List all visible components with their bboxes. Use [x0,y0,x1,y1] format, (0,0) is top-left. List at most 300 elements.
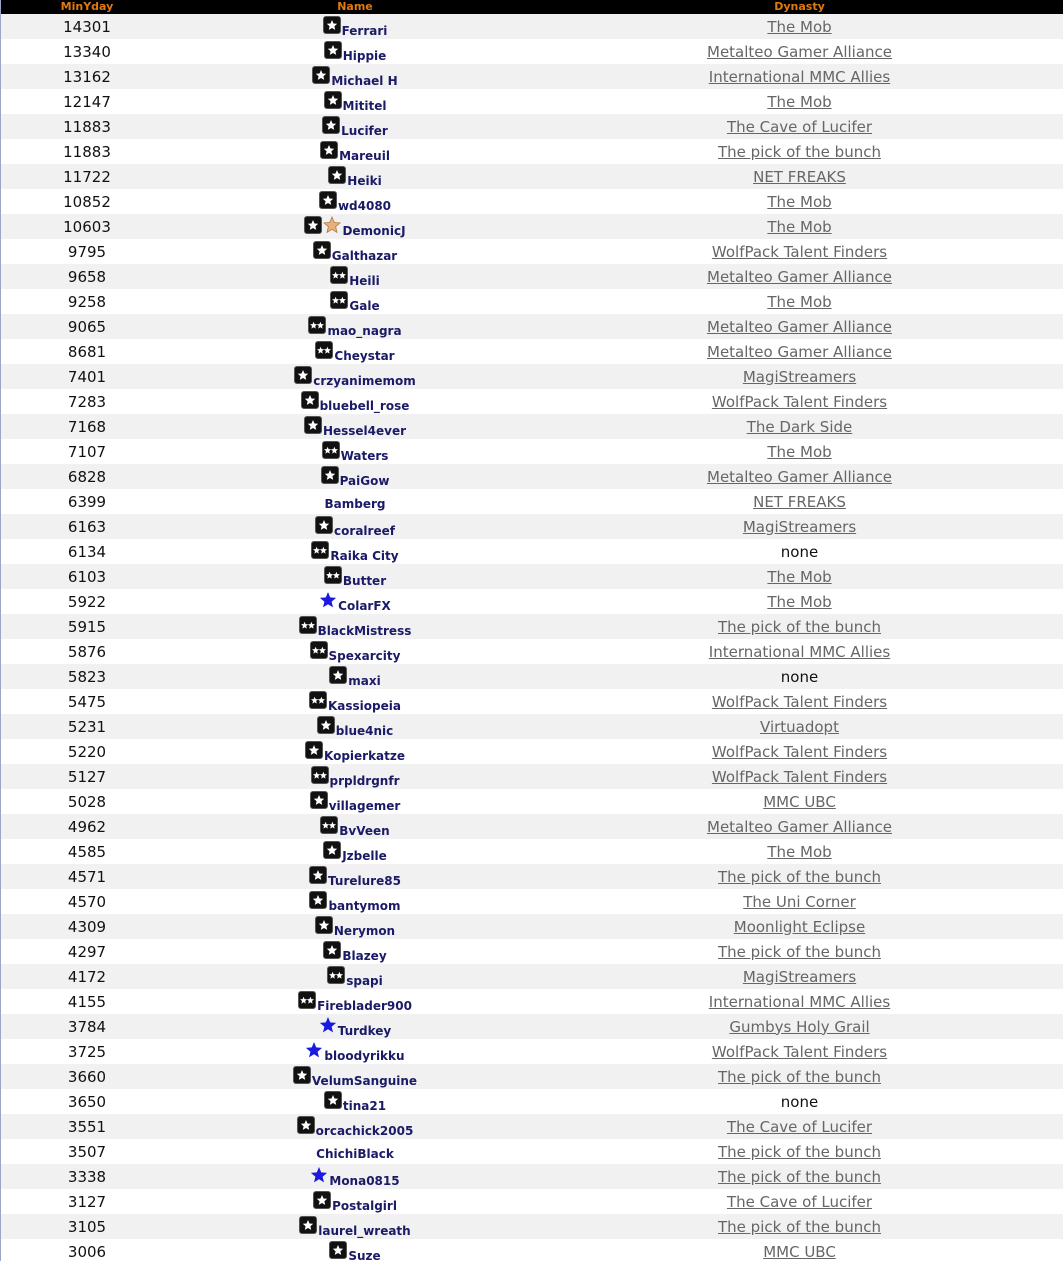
dark-badge-icon [320,141,338,159]
table-row [0,239,1063,264]
dynasty-link[interactable]: The pick of the bunch [718,1067,881,1086]
minyday-cell: 5876 [67,642,107,661]
minyday-cell: 8681 [67,342,107,361]
dynasty-link[interactable]: The Cave of Lucifer [726,1117,873,1136]
table-row [0,14,1063,39]
player-name-link[interactable]: Turelure85 [328,873,401,888]
badge-group [304,416,323,434]
dark-badge-icon [329,666,347,684]
table-row [0,489,1063,514]
badge-group [323,16,342,34]
dark-double-badge-icon [327,966,345,984]
minyday-cell: 4585 [67,842,107,861]
minyday-cell: 6103 [67,567,107,586]
dynasty-cell [536,439,1063,464]
dynasty-cell [536,889,1063,914]
dynasty-link[interactable]: The Uni Corner [743,892,856,911]
table-row [0,139,1063,164]
player-name-link[interactable]: orcachick2005 [315,1123,414,1138]
badge-group [312,66,331,84]
name-cell [174,989,536,1014]
minyday-cell: 10852 [63,192,111,211]
column-header-dynasty[interactable]: Dynasty [774,0,825,13]
player-name-link[interactable]: DemonicJ [342,223,406,238]
dynasty-cell [536,489,1063,514]
table-row [0,439,1063,464]
player-name-link[interactable]: Gale [349,298,380,313]
minyday-cell: 3006 [67,1242,107,1261]
badge-group [324,41,343,59]
table-row [0,339,1063,364]
badge-group [309,691,328,709]
dark-double-badge-icon [330,266,348,284]
dynasty-link[interactable]: The pick of the bunch [718,1142,881,1161]
table-row [0,689,1063,714]
minyday-cell: 7283 [67,392,107,411]
name-cell [174,339,536,364]
dynasty-link[interactable]: The Mob [767,842,832,861]
name-cell [174,164,536,189]
table-row [0,914,1063,939]
dark-badge-icon [323,16,341,34]
dynasty-link[interactable]: WolfPack Talent Finders [711,242,888,261]
dark-double-badge-icon [308,316,326,334]
minyday-cell: 3660 [67,1067,107,1086]
table-row [0,939,1063,964]
table-row [0,539,1063,564]
dynasty-cell [536,814,1063,839]
dynasty-cell [536,314,1063,339]
player-name-link[interactable]: Galthazar [331,248,398,263]
table-row [0,839,1063,864]
dynasty-link[interactable]: Metalteo Gamer Alliance [707,267,892,286]
player-name-link[interactable]: Hippie [342,48,387,63]
dynasty-link[interactable]: WolfPack Talent Finders [711,392,888,411]
dark-badge-icon [312,66,330,84]
player-name-link[interactable]: Lucifer [341,123,388,138]
player-name-link[interactable]: Waters [340,448,389,463]
minyday-cell: 13340 [63,42,111,61]
name-cell [174,589,536,614]
dynasty-link[interactable]: MMC UBC [763,1242,836,1261]
dynasty-link[interactable]: Metalteo Gamer Alliance [707,42,892,61]
player-name-link[interactable]: Blazey [342,948,387,963]
table-row [0,1214,1063,1239]
dynasty-link[interactable]: WolfPack Talent Finders [711,742,888,761]
badge-group [320,816,339,834]
badge-group [313,1191,332,1209]
badge-group [319,591,338,609]
dynasty-cell [536,1164,1063,1189]
name-cell [174,964,536,989]
badge-group [311,541,330,559]
player-name-link[interactable]: Raika City [330,548,399,563]
player-name-link[interactable]: bluebell_rose [319,398,410,413]
player-name-link[interactable]: Jzbelle [342,848,387,863]
dynasty-link[interactable]: MagiStreamers [742,967,857,986]
table-row [0,39,1063,64]
name-cell [174,1064,536,1089]
name-cell [174,139,536,164]
dynasty-cell [536,739,1063,764]
dynasty-cell [536,714,1063,739]
player-name-link[interactable]: crzyanimemom [313,373,416,388]
name-cell [174,1039,536,1064]
name-cell [174,564,536,589]
minyday-cell: 7107 [67,442,107,461]
dark-double-badge-icon [330,291,348,309]
dynasty-link[interactable]: Gumbys Holy Grail [729,1017,870,1036]
player-name-link[interactable]: wd4080 [337,198,392,213]
badge-group [313,241,332,259]
table-row [0,514,1063,539]
dark-badge-icon [328,166,346,184]
player-name-link[interactable]: Mititel [342,98,387,113]
player-name-link[interactable]: Nerymon [333,923,396,938]
badge-group [305,1041,324,1059]
dynasty-link[interactable]: MMC UBC [763,792,836,811]
minyday-cell: 5127 [67,767,107,786]
minyday-cell: 9065 [67,317,107,336]
dynasty-cell [536,1239,1063,1264]
minyday-cell: 4571 [67,867,107,886]
dark-badge-icon [324,41,342,59]
dark-double-badge-icon [298,991,316,1009]
table-row [0,64,1063,89]
player-name-link[interactable]: Turdkey [337,1023,392,1038]
badge-group [319,1016,338,1034]
player-name-link[interactable]: Kopierkatze [323,748,406,763]
minyday-cell: 3338 [67,1167,107,1186]
dark-badge-icon [313,1191,331,1209]
name-cell [174,914,536,939]
badge-group [322,116,341,134]
badge-group [330,266,349,284]
name-cell [174,739,536,764]
player-name-link[interactable]: PaiGow [339,473,390,488]
player-name-link[interactable]: Kassiopeia [328,698,401,713]
badge-group [324,1091,343,1109]
name-cell [174,839,536,864]
dynasty-link[interactable]: The Mob [767,592,832,611]
dynasty-link[interactable]: MagiStreamers [742,517,857,536]
badge-group [301,391,320,409]
minyday-cell: 9658 [67,267,107,286]
dynasty-link[interactable]: The Mob [767,217,832,236]
player-name-link[interactable]: mao_nagra [327,323,402,338]
dynasty-link[interactable]: The Cave of Lucifer [726,1192,873,1211]
player-name-link[interactable]: Fireblader900 [317,998,412,1013]
minyday-cell: 5915 [67,617,107,636]
player-name-link[interactable]: Spexarcity [328,648,401,663]
player-name-link[interactable]: bantymom [328,898,401,913]
minyday-cell: 13162 [63,67,111,86]
dynasty-cell [536,614,1063,639]
table-row [0,264,1063,289]
badge-group [327,966,346,984]
dynasty-link[interactable]: Metalteo Gamer Alliance [707,342,892,361]
name-cell [174,1014,536,1039]
table-row [0,814,1063,839]
dark-badge-icon [294,366,312,384]
player-name-link[interactable]: coralreef [334,523,395,538]
minyday-cell: 11722 [63,167,111,186]
player-name-link[interactable]: BlackMistress [317,623,412,638]
dynasty-link[interactable]: The pick of the bunch [718,142,881,161]
table-header [0,0,1063,14]
dynasty-cell [536,1064,1063,1089]
player-name-link[interactable]: prpldrgnfr [329,773,400,788]
player-name-link[interactable]: Michael H [331,73,398,88]
badge-group [315,516,334,534]
dynasty-cell [536,514,1063,539]
minyday-cell: 5823 [67,667,107,686]
player-name-link[interactable]: Heili [349,273,380,288]
player-name-link[interactable]: laurel_wreath [318,1223,411,1238]
badge-group [315,916,334,934]
dark-badge-icon [315,516,333,534]
minyday-cell: 7168 [67,417,107,436]
dynasty-cell [536,839,1063,864]
dynasty-link[interactable]: The Mob [767,292,832,311]
player-name-link[interactable]: VelumSanguine [311,1073,418,1088]
name-cell [174,14,536,39]
dynasty-link[interactable]: NET FREAKS [753,492,846,511]
dynasty-cell [536,564,1063,589]
table-row [0,1139,1063,1164]
dynasty-cell [536,689,1063,714]
dynasty-link[interactable]: The pick of the bunch [718,1167,881,1186]
dynasty-link[interactable]: The Mob [767,17,832,36]
dynasty-cell [536,639,1063,664]
minyday-cell: 6163 [67,517,107,536]
dark-badge-icon [304,416,322,434]
name-cell [174,1139,536,1164]
minyday-cell: 4172 [67,967,107,986]
player-name-link[interactable]: ChichiBlack [316,1146,394,1161]
player-name-link[interactable]: Suze [348,1248,381,1263]
dynasty-link[interactable]: The Mob [767,567,832,586]
dynasty-link[interactable]: Metalteo Gamer Alliance [707,317,892,336]
player-name-link[interactable]: Bamberg [324,496,386,511]
dynasty-link[interactable]: WolfPack Talent Finders [711,692,888,711]
table-row [0,714,1063,739]
dynasty-cell [536,264,1063,289]
name-cell [174,114,536,139]
dynasty-link[interactable]: The Mob [767,92,832,111]
badge-group [329,1241,348,1259]
dynasty-link[interactable]: International MMC Allies [708,992,891,1011]
badge-group [294,366,313,384]
dynasty-cell [536,989,1063,1014]
dark-badge-icon [323,941,341,959]
dark-double-badge-icon [324,566,342,584]
minyday-cell: 10603 [63,217,111,236]
name-cell [174,264,536,289]
table-row [0,389,1063,414]
dark-double-badge-icon [299,616,317,634]
dark-badge-icon [304,216,322,234]
badge-group [319,191,338,209]
badge-group [310,1166,329,1184]
name-cell [174,889,536,914]
table-row [0,1239,1063,1264]
badge-group [310,641,329,659]
name-cell [174,1164,536,1189]
minyday-cell: 4155 [67,992,107,1011]
minyday-cell: 3725 [67,1042,107,1061]
dynasty-link[interactable]: The pick of the bunch [718,942,881,961]
dynasty-link[interactable]: The Mob [767,442,832,461]
badge-group [322,441,341,459]
badge-group [329,666,348,684]
minyday-cell: 3551 [67,1117,107,1136]
minyday-cell: 5028 [67,792,107,811]
player-name-link[interactable]: maxi [348,673,381,688]
minyday-cell: 4962 [67,817,107,836]
dynasty-link[interactable]: Metalteo Gamer Alliance [707,467,892,486]
table-row [0,1014,1063,1039]
minyday-cell: 7401 [67,367,107,386]
dynasty-link[interactable]: WolfPack Talent Finders [711,767,888,786]
dark-double-badge-icon [315,341,333,359]
name-cell [174,64,536,89]
dynasty-link[interactable]: The Dark Side [746,417,853,436]
minyday-cell: 4570 [67,892,107,911]
player-name-link[interactable]: Cheystar [334,348,395,363]
table-row [0,739,1063,764]
player-name-link[interactable]: BvVeen [339,823,390,838]
minyday-cell: 3127 [67,1192,107,1211]
player-name-link[interactable]: Heiki [347,173,382,188]
player-name-link[interactable]: ColarFX [338,598,391,613]
player-name-link[interactable]: Hessel4ever [322,423,407,438]
header-row [0,0,1063,14]
dynasty-link[interactable]: MagiStreamers [742,367,857,386]
player-name-link[interactable]: Postalgirl [332,1198,397,1213]
player-name-link[interactable]: Mona0815 [329,1173,400,1188]
dynasty-link[interactable]: Virtuadopt [760,717,839,736]
dynasty-link[interactable]: International MMC Allies [708,642,891,661]
dark-badge-icon [319,191,337,209]
name-cell [174,489,536,514]
badge-group [323,941,342,959]
blue-star-icon [319,591,337,609]
player-name-link[interactable]: villagemer [328,798,401,813]
dark-badge-icon [317,716,335,734]
name-cell [174,439,536,464]
dynasty-cell [536,914,1063,939]
badge-group [320,141,339,159]
dynasty-link[interactable]: The Cave of Lucifer [726,117,873,136]
player-name-link[interactable]: Ferrari [341,23,388,38]
dynasty-cell [536,964,1063,989]
dynasty-cell [536,64,1063,89]
table-row [0,1114,1063,1139]
badge-group [299,1216,318,1234]
dynasty-link[interactable]: The Mob [767,192,832,211]
name-cell [174,614,536,639]
name-cell [174,864,536,889]
dark-badge-icon [297,1116,315,1134]
dynasty-link[interactable]: WolfPack Talent Finders [711,1042,888,1061]
column-header-minyday[interactable]: MinYday [60,0,114,13]
badge-group [298,991,317,1009]
page-left-edge [0,0,1,1261]
dynasty-cell [536,139,1063,164]
player-name-link[interactable]: Mareuil [339,148,390,163]
table-row [0,564,1063,589]
dark-double-badge-icon [310,641,328,659]
dynasty-cell [536,864,1063,889]
name-cell [174,39,536,64]
badge-group [305,741,324,759]
dark-badge-icon [313,241,331,259]
player-name-link[interactable]: blue4nic [335,723,394,738]
column-header-name[interactable]: Name [337,0,373,13]
dark-badge-icon [305,741,323,759]
badge-group [324,566,343,584]
table-row [0,664,1063,689]
dynasty-link[interactable]: International MMC Allies [708,67,891,86]
dark-double-badge-icon [322,441,340,459]
dynasty-link[interactable]: Metalteo Gamer Alliance [707,817,892,836]
minyday-cell: 4309 [67,917,107,936]
name-cell [174,814,536,839]
player-name-link[interactable]: bloodyrikku [324,1048,405,1063]
table-row [0,1189,1063,1214]
badge-group [297,1116,316,1134]
table-row [0,364,1063,389]
name-cell [174,939,536,964]
dynasty-link[interactable]: NET FREAKS [753,167,846,186]
minyday-cell: 5220 [67,742,107,761]
player-name-link[interactable]: spapi [346,973,383,988]
dynasty-link[interactable]: The pick of the bunch [718,617,881,636]
name-cell [174,1114,536,1139]
table-row [0,214,1063,239]
minyday-cell: 3650 [67,1092,107,1111]
table-row [0,114,1063,139]
dark-badge-icon [299,1216,317,1234]
dynasty-cell [536,589,1063,614]
table-row [0,89,1063,114]
name-cell [174,514,536,539]
name-cell [174,314,536,339]
player-name-link[interactable]: tina21 [342,1098,387,1113]
dark-badge-icon [324,91,342,109]
minyday-cell: 6828 [67,467,107,486]
player-name-link[interactable]: Butter [342,573,387,588]
name-cell [174,1089,536,1114]
name-cell [174,714,536,739]
dynasty-link[interactable]: Moonlight Eclipse [733,917,866,936]
badge-group [315,341,334,359]
dynasty-link[interactable]: The pick of the bunch [718,867,881,886]
dark-badge-icon [310,791,328,809]
name-cell [174,1239,536,1264]
badge-group [293,1066,312,1084]
table-row [0,314,1063,339]
dark-badge-icon [309,866,327,884]
dark-badge-icon [309,891,327,909]
minyday-cell: 6134 [67,542,107,561]
dynasty-link[interactable]: The pick of the bunch [718,1217,881,1236]
name-cell [174,214,536,239]
dynasty-none-text: none [780,542,819,561]
minyday-cell: 3784 [67,1017,107,1036]
name-cell [174,1189,536,1214]
